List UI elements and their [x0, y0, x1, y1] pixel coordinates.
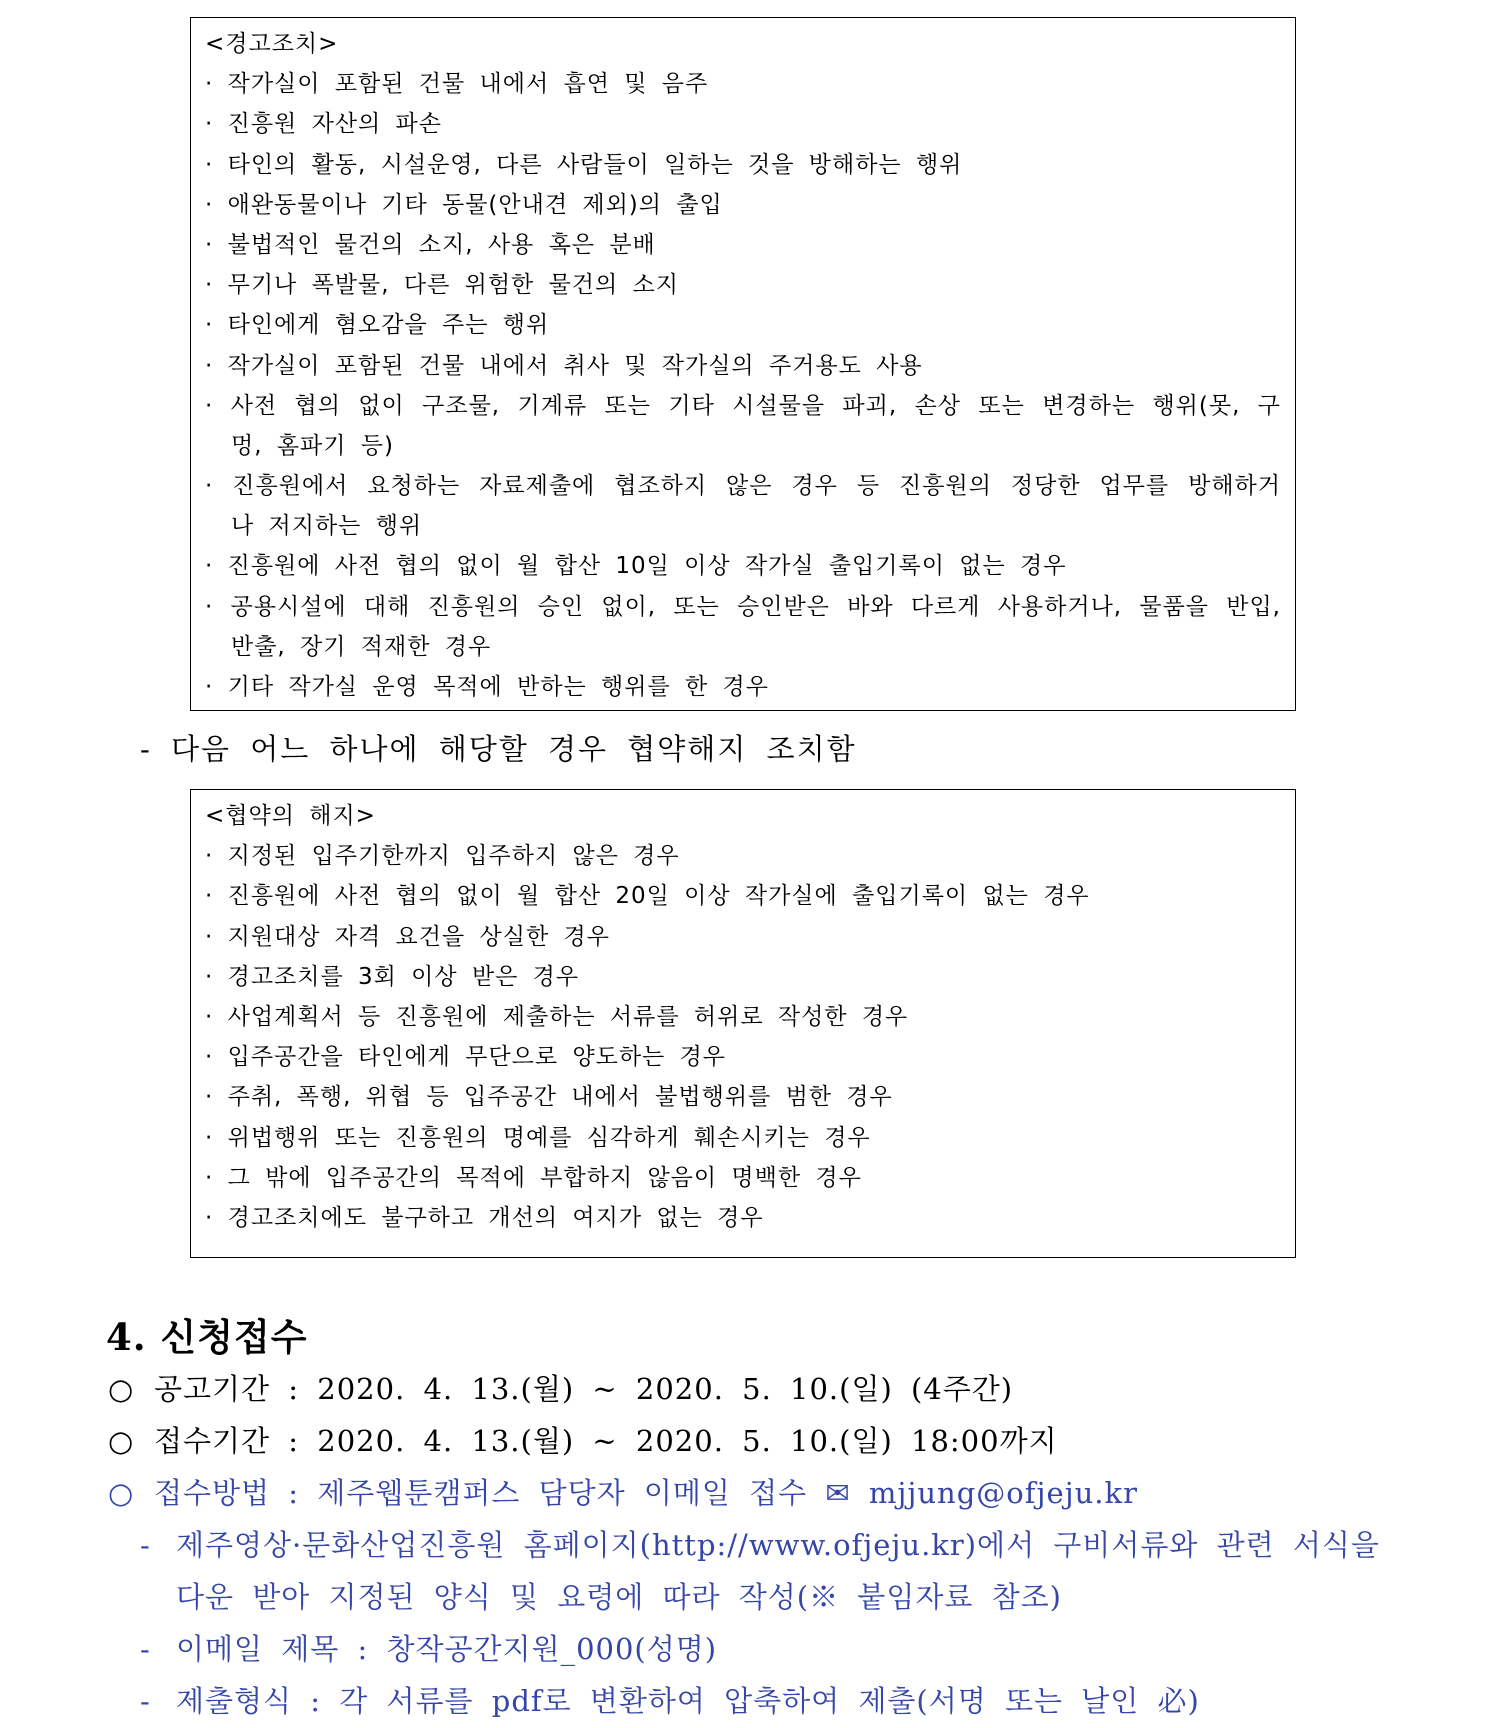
dash-bullet: - — [140, 1684, 151, 1718]
termination-item: · 경고조치를 3회 이상 받은 경우 — [205, 963, 580, 990]
receipt-method — [108, 1471, 1138, 1512]
warning-item: · 기타 작가실 운영 목적에 반하는 행위를 한 경우 — [205, 674, 769, 700]
warning-item-continued: 나 저지하는 행위 — [231, 513, 423, 540]
submission-format — [140, 1679, 1200, 1720]
warning-item-continued: 멍, 홈파기 등) — [231, 432, 394, 459]
warning-item: · 작가실이 포함된 건물 내에서 취사 및 작가실의 주거용도 사용 — [205, 352, 923, 379]
homepage-instruction — [140, 1523, 1380, 1564]
email-subject-text: 이메일 제목 : 창작공간지원_000(성명) — [176, 1632, 718, 1666]
termination-item: · 진흥원에 사전 협의 없이 월 합산 20일 이상 작가실에 출입기록이 없는 경우 — [205, 883, 1090, 910]
homepage-instruction-continued: 다운 받아 지정된 양식 및 요령에 따라 작성(※ 붙임자료 참조) — [176, 1580, 1062, 1614]
termination-item: · 사업계획서 등 진흥원에 제출하는 서류를 허위로 작성한 경우 — [205, 1003, 909, 1030]
receipt-method-text: 접수방법 : 제주웹툰캠퍼스 담당자 이메일 접수 ✉ mjjung@ofjeju.kr — [154, 1476, 1138, 1510]
termination-item: · 경고조치에도 불구하고 개선의 여지가 없는 경우 — [205, 1204, 764, 1231]
warning-item: · 사전 협의 없이 구조물, 기계류 또는 기타 시설물을 파괴, 손상 또는 변경하는 행위(못, 구 — [205, 392, 1281, 419]
termination-item: · 그 밖에 입주공간의 목적에 부합하지 않음이 명백한 경우 — [205, 1164, 862, 1191]
warning-item: · 공용시설에 대해 진흥원의 승인 없이, 또는 승인받은 바와 다르게 사용하거나, 물품을 반입, — [205, 593, 1281, 620]
section-heading: 4. 신청접수 — [106, 1315, 308, 1359]
termination-intro: - 다음 어느 하나에 해당할 경우 협약해지 조치함 — [140, 732, 857, 766]
termination-item: · 입주공간을 타인에게 무단으로 양도하는 경우 — [205, 1044, 727, 1071]
warning-item: · 무기나 폭발물, 다른 위험한 물건의 소지 — [205, 272, 679, 299]
warning-item: · 애완동물이나 기타 동물(안내견 제외)의 출입 — [205, 191, 723, 218]
warning-item: · 타인의 활동, 시설운영, 다른 사람들이 일하는 것을 방해하는 행위 — [205, 151, 963, 178]
warning-item: · 타인에게 혐오감을 주는 행위 — [205, 312, 550, 339]
dash-bullet: - — [140, 1632, 151, 1666]
termination-box — [190, 789, 1296, 1258]
warning-measures-box — [190, 17, 1296, 711]
termination-item: · 위법행위 또는 진흥원의 명예를 심각하게 훼손시키는 경우 — [205, 1124, 871, 1151]
email-subject — [140, 1627, 717, 1668]
dash-bullet: - — [140, 1528, 151, 1562]
warning-item: · 진흥원에 사전 협의 없이 월 합산 10일 이상 작가실 출입기록이 없는 경우 — [205, 553, 1067, 580]
termination-item: · 지정된 입주기한까지 입주하지 않은 경우 — [205, 843, 680, 870]
receipt-period — [108, 1419, 1058, 1460]
homepage-instruction-text: 제주영상·문화산업진흥원 홈페이지(http://www.ofjeju.kr)에서 구비서류와 관련 서식을 — [176, 1528, 1380, 1562]
termination-box-title: <협약의 해지> — [205, 803, 376, 829]
submission-format-text: 제출형식 : 각 서류를 pdf로 변환하여 압축하여 제출(서명 또는 날인 必) — [176, 1684, 1200, 1718]
circle-bullet-icon: ○ — [108, 1424, 135, 1458]
receipt-period-text: 접수기간 : 2020. 4. 13.(월) ~ 2020. 5. 10.(일) 18:00까지 — [154, 1424, 1058, 1458]
circle-bullet-icon: ○ — [108, 1372, 135, 1406]
notice-period — [108, 1367, 1013, 1408]
warning-item: · 진흥원 자산의 파손 — [205, 111, 442, 138]
warning-box-title: <경고조치> — [205, 31, 339, 57]
termination-item: · 지원대상 자격 요건을 상실한 경우 — [205, 923, 610, 950]
warning-item: · 불법적인 물건의 소지, 사용 혹은 분배 — [205, 231, 656, 258]
termination-item: · 주취, 폭행, 위협 등 입주공간 내에서 불법행위를 범한 경우 — [205, 1084, 893, 1111]
warning-item: · 작가실이 포함된 건물 내에서 흡연 및 음주 — [205, 71, 709, 98]
circle-bullet-icon: ○ — [108, 1476, 135, 1510]
notice-period-text: 공고기간 : 2020. 4. 13.(월) ~ 2020. 5. 10.(일) (4주간) — [154, 1372, 1014, 1406]
warning-item-continued: 반출, 장기 적재한 경우 — [231, 633, 492, 660]
warning-item: · 진흥원에서 요청하는 자료제출에 협조하지 않은 경우 등 진흥원의 정당한 업무를 방해하거 — [205, 473, 1281, 500]
